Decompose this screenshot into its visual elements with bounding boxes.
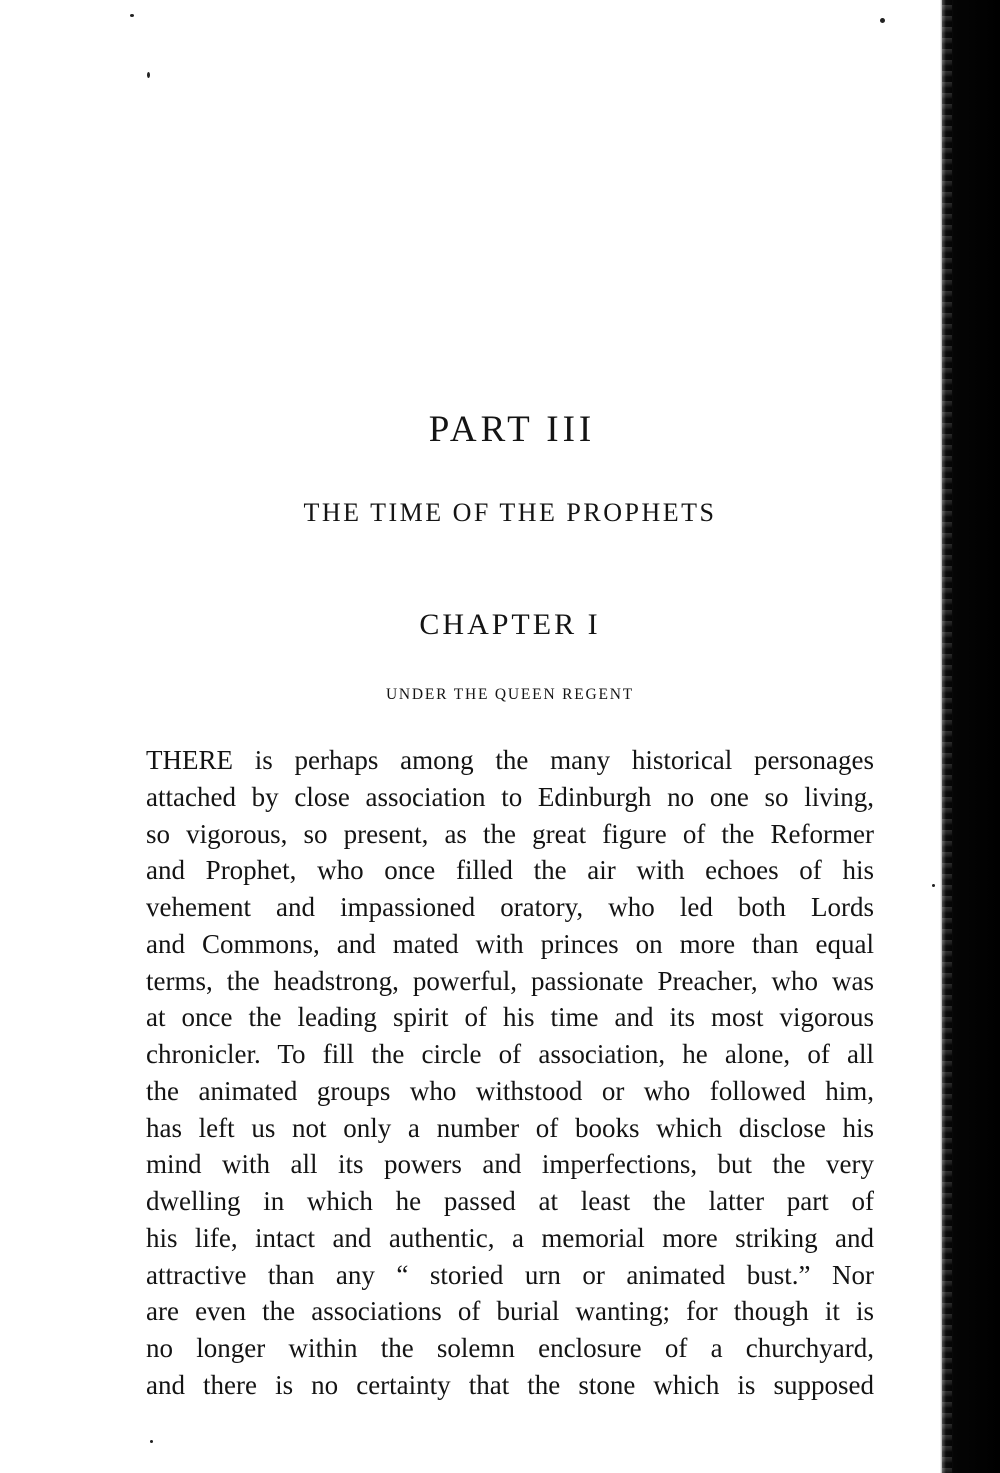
chapter-subtitle: UNDER THE QUEEN REGENT [385, 686, 635, 703]
scan-speck [880, 18, 885, 23]
scan-speck [130, 14, 134, 17]
scan-speck [147, 72, 150, 78]
text-line: chronicler. To fill the circle of association, he alone, of all [146, 1039, 874, 1069]
text-line: and Commons, and mated with princes on more than equal [146, 928, 874, 959]
text-line: THERE is perhaps among the many historical personages [146, 745, 874, 775]
text-line: mind with all its powers and imperfections, but the very [146, 1149, 874, 1180]
text-line: terms, the headstrong, powerful, passionate Preacher, who was [146, 965, 874, 996]
chapter-title: CHAPTER I [419, 608, 601, 641]
text-line: no longer within the solemn enclosure of a churchyard, [146, 1333, 874, 1363]
body-paragraph [146, 742, 874, 1404]
text-line: are even the associations of burial wanting; for though it is [146, 1296, 874, 1327]
text-line: dwelling in which he passed at least the latter part of [146, 1186, 874, 1216]
text-line: has left us not only a number of books which disclose his [146, 1112, 874, 1143]
text-line: his life, intact and authentic, a memorial more striking and [146, 1222, 874, 1253]
text-line: the animated groups who withstood or who followed him, [146, 1075, 874, 1106]
part-subtitle: THE TIME OF THE PROPHETS [303, 498, 717, 527]
text-line: and Prophet, who once filled the air with echoes of his [146, 855, 874, 886]
scan-speck [932, 884, 935, 887]
text-line: and there is no certainty that the stone which is supposed [146, 1369, 874, 1400]
text-line: attractive than any “ storied urn or animated bust.” Nor [146, 1259, 874, 1290]
text-line: at once the leading spirit of his time and its most vigorous [146, 1002, 874, 1033]
scanned-page-edge-texture [942, 0, 952, 1473]
scan-speck [150, 1440, 153, 1443]
part-title: PART III [428, 409, 596, 450]
text-line: attached by close association to Edinburgh no one so living, [146, 781, 874, 812]
text-line: so vigorous, so present, as the great figure of the Reformer [146, 818, 874, 849]
text-line: vehement and impassioned oratory, who led both Lords [146, 892, 874, 922]
